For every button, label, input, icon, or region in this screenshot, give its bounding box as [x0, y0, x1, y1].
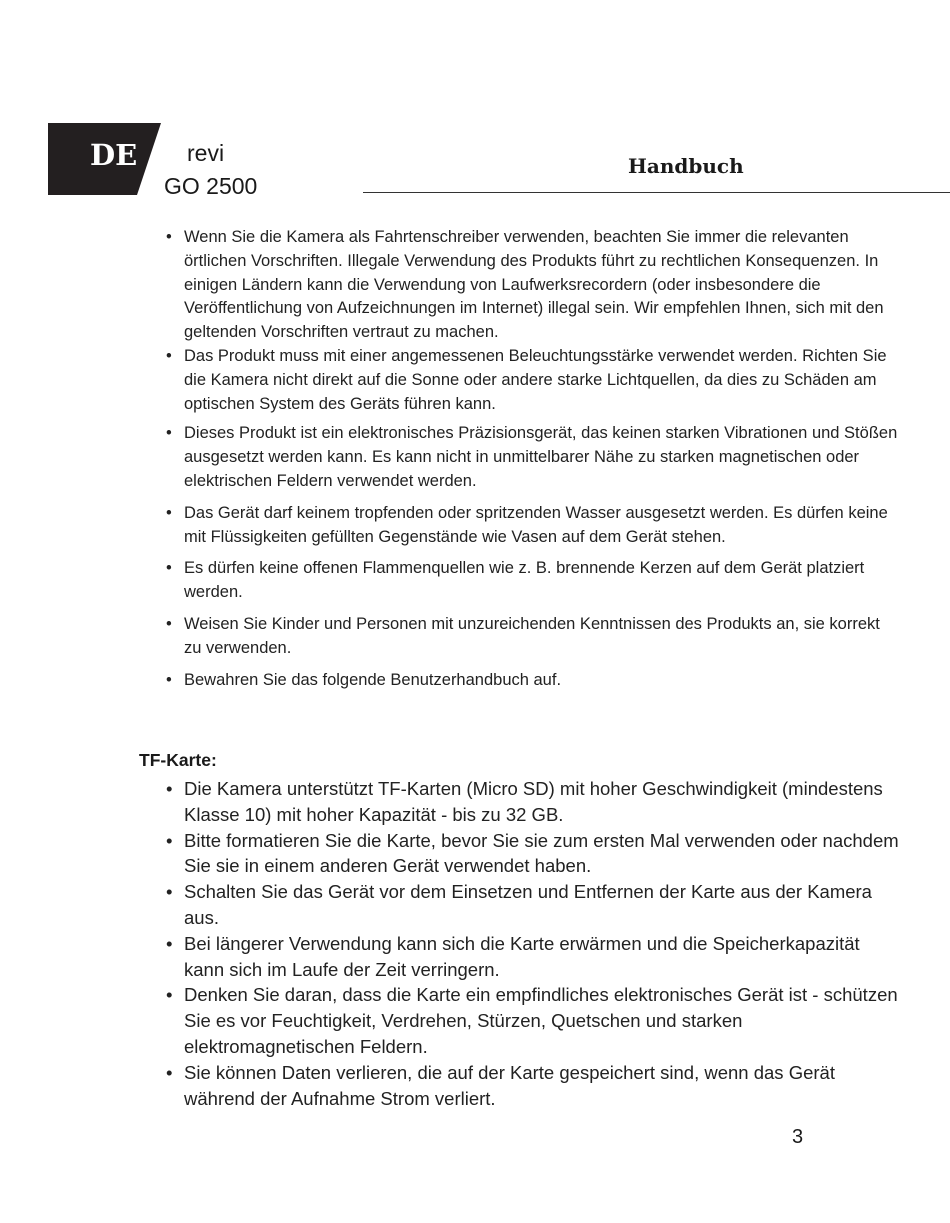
list-item-text: Sie können Daten verlieren, die auf der Karte gespeichert sind, wenn das Gerät während der Aufnahme Strom verliert. — [184, 1061, 835, 1109]
header-divider — [363, 192, 950, 193]
document-title: Handbuch — [628, 154, 744, 178]
list-item-text: Denken Sie daran, dass die Karte ein empfindliches elektronisches Gerät ist - schützen Sie es vor Feuchtigkeit, Verdrehen, Stürzen, Quetschen und starken elektromagnetischen Feldern. — [184, 984, 898, 1057]
bullet: • — [166, 778, 173, 799]
list-item-text: Schalten Sie das Gerät vor dem Einsetzen und Entfernen der Karte aus der Kamera aus. — [184, 881, 872, 928]
list-item-text: Weisen Sie Kinder und Personen mit unzureichenden Kenntnissen des Produkts an, sie korrekt zu verwenden. — [184, 614, 880, 657]
list-item — [0, 422, 950, 493]
bullet: • — [166, 1061, 173, 1083]
language-code: DE — [90, 138, 138, 172]
list-item — [0, 879, 950, 931]
list-item-text: Wenn Sie die Kamera als Fahrtenschreiber verwenden, beachten Sie immer die relevanten örtlichen Vorschriften. Illegale Verwendung des Produkts führt zu rechtlichen Konsequenzen. In einigen Ländern kann die Verwendung von Laufwerksrecordern (oder insbesondere die Veröffentlichung von Aufzeichnungen im Internet) illegal sein. Wir empfehlen Ihnen, sich mit den geltenden Vorschriften vertraut zu machen. — [184, 228, 884, 342]
list-item-text: Bewahren Sie das folgende Benutzerhandbuch auf. — [184, 670, 562, 689]
list-item — [0, 502, 950, 550]
list-item — [0, 1060, 950, 1112]
bullet: • — [166, 614, 172, 633]
list-item — [0, 345, 950, 416]
list-item-text: Bei längerer Verwendung kann sich die Karte erwärmen und die Speicherkapazität kann sich im Laufe der Zeit verringern. — [184, 932, 860, 980]
bullet: • — [166, 932, 173, 954]
bullet: • — [166, 829, 173, 851]
bullet: • — [166, 559, 172, 578]
section-title-tf-card: TF-Karte: — [139, 750, 217, 770]
list-item — [0, 982, 950, 1059]
bullet: • — [166, 346, 172, 365]
list-item-text: Es dürfen keine offenen Flammenquellen wie z. B. brennende Kerzen auf dem Gerät platziert werden. — [184, 559, 865, 602]
bullet: • — [166, 503, 172, 522]
list-item-text: Bitte formatieren Sie die Karte, bevor Sie sie zum ersten Mal verwenden oder nachdem Sie sie in einem anderen Gerät verwendet haben. — [184, 829, 899, 877]
list-item-text: Das Produkt muss mit einer angemessenen Beleuchtungsstärke verwendet werden. Richten Sie die Kamera nicht direkt auf die Sonne oder andere starke Lichtquellen, da dies zu Schäden am optischen System des Geräts führen kann. — [184, 346, 887, 413]
brand-name: revi — [187, 140, 225, 166]
safety-list — [0, 226, 950, 692]
bullet: • — [166, 881, 173, 903]
bullet: • — [166, 984, 173, 1006]
list-item — [0, 226, 950, 345]
list-item-text: Die Kamera unterstützt TF-Karten (Micro SD) mit hoher Geschwindigkeit (mindestens Klasse 10) mit hoher Kapazität - bis zu 32 GB. — [184, 778, 883, 825]
list-item — [0, 669, 950, 693]
bullet: • — [166, 670, 172, 689]
product-model: GO 2500 — [164, 173, 258, 199]
page-number: 3 — [792, 1126, 804, 1148]
tf-card-list — [0, 776, 950, 1111]
bullet: • — [166, 424, 172, 443]
list-item-text: Dieses Produkt ist ein elektronisches Präzisionsgerät, das keinen starken Vibrationen und Stößen ausgesetzt werden kann. Es kann nicht in unmittelbarer Nähe zu starken magnetischen oder elektrischen Feldern verwendet werden. — [184, 424, 898, 490]
list-item — [0, 557, 950, 605]
list-item-text: Das Gerät darf keinem tropfenden oder spritzenden Wasser ausgesetzt werden. Es dürfen keine mit Flüssigkeiten gefüllten Gegenstände wie Vasen auf dem Gerät stehen. — [184, 503, 888, 546]
list-item — [0, 613, 950, 661]
bullet: • — [166, 228, 172, 246]
list-item — [0, 931, 950, 983]
list-item — [0, 776, 950, 828]
list-item — [0, 828, 950, 880]
